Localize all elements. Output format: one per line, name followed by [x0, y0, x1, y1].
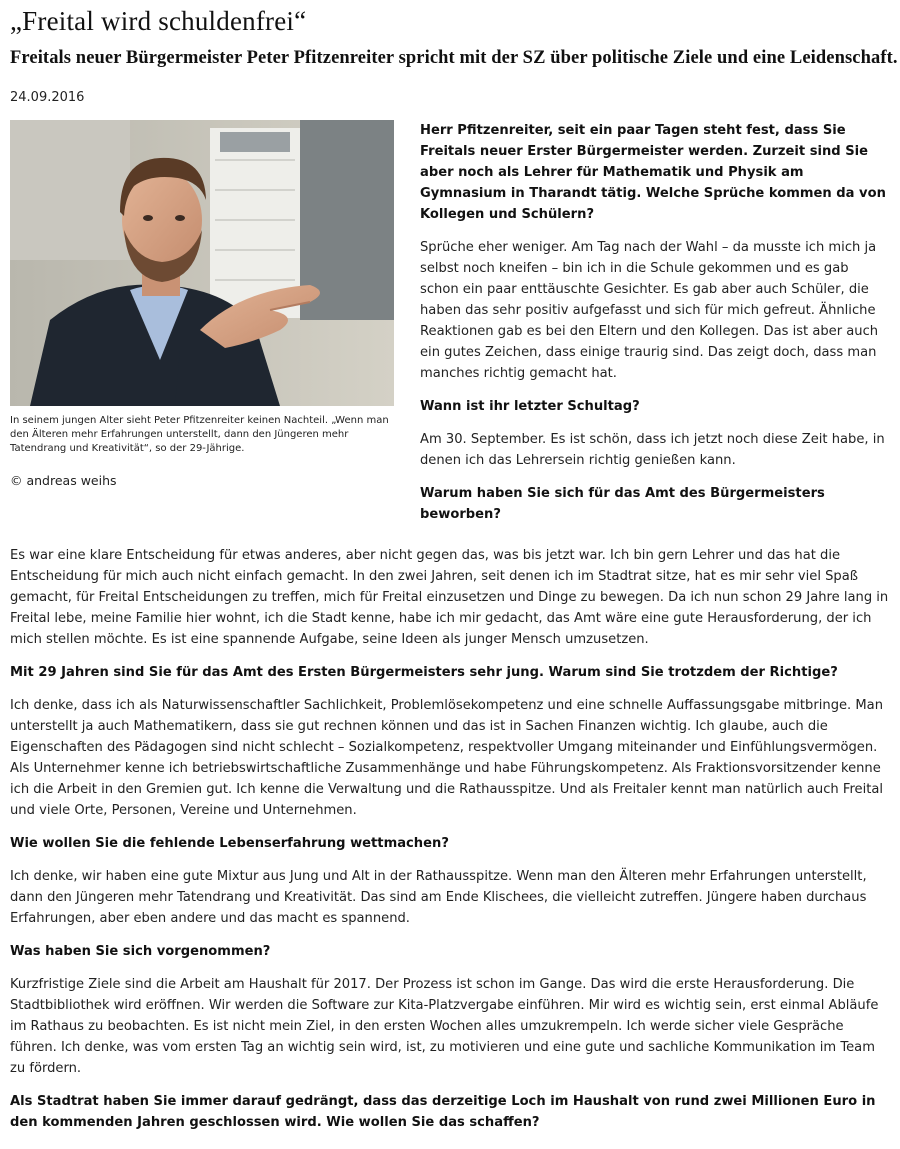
article-date: 24.09.2016 — [10, 90, 85, 105]
interview-question: Herr Pfitzenreiter, seit ein paar Tagen steht fest, dass Sie Freitals neuer Erster Bürgermeister werden. Zurzeit sind Sie aber noch als Lehrer für Mathematik und Physik am Gymnasium in Tharandt tätig. Welche Sprüche kommen da von Kollegen und Schülern? — [420, 123, 886, 222]
interview-question: Als Stadtrat haben Sie immer darauf gedrängt, dass das derzeitige Loch im Haushalt von rund zwei Millionen Euro in den kommenden Jahren geschlossen wird. Wie wollen Sie das schaffen? — [10, 1094, 876, 1130]
interview-answer: Sprüche eher weniger. Am Tag nach der Wahl – da musste ich mich ja selbst noch kneifen – bin ich in die Schule gekommen und es gab schon ein paar enttäuschte Gesichter. Es gab aber auch Schüler, die haben das sehr positiv aufgefasst und sich für mich gefreut. Ähnliche Reaktionen gab es bei den Eltern und den Kollegen. Das ist aber auch ein gutes Zeichen, dass einige traurig sind. Das zeigt doch, dass man manches richtig gemacht hat. — [420, 240, 879, 381]
interview-right-column — [420, 120, 886, 537]
interview-answer: Kurzfristige Ziele sind die Arbeit am Haushalt für 2017. Der Prozess ist schon im Gange. Das wird die erste Herausforderung. Die Stadtbibliothek wird eröffnen. Wir werden die Software zur Kita-Platzvergabe einführen. Mir wird es wichtig sein, erst einmal Abläufe im Rathaus zu beobachten. Es ist nicht mein Ziel, in den ersten Wochen alles umzukrempeln. Ich werde sicher viele Gespräche führen. Ich denke, was vom ersten Tag an wichtig sein wird, ist, zu motivieren und eine gute und sachliche Kommunikation im Team zu fördern. — [10, 977, 879, 1076]
interview-answer: Ich denke, wir haben eine gute Mixtur aus Jung und Alt in der Rathausspitze. Wenn man den Älteren mehr Erfahrungen unterstellt, dann den Jüngeren mehr Tatendrang und Kreativität. Das sind am Ende Klischees, die vielleicht zutreffen. Jüngere haben durchaus Erfahrungen, aber eben andere und das macht es spannend. — [10, 869, 867, 926]
interview-answer: Am 30. September. Es ist schön, dass ich jetzt noch diese Zeit habe, in denen ich das Lehrersein richtig genießen kann. — [420, 432, 885, 468]
article-title: „Freital wird schuldenfrei“ — [10, 6, 307, 36]
photo-caption: In seinem jungen Alter sieht Peter Pfitzenreiter keinen Nachteil. „Wenn man den Älteren mehr Erfahrungen unterstellt, dann den Jüngeren mehr Tatendrang und Kreativität“, so der 29-Jährige. — [10, 415, 389, 454]
article-photo — [10, 120, 394, 406]
interview-question: Mit 29 Jahren sind Sie für das Amt des Ersten Bürgermeisters sehr jung. Warum sind Sie trotzdem der Richtige? — [10, 665, 838, 680]
interview-question: Warum haben Sie sich für das Amt des Bürgermeisters beworben? — [420, 486, 825, 522]
article-subtitle: Freitals neuer Bürgermeister Peter Pfitzenreiter spricht mit der SZ über politische Ziele und eine Leidenschaft. — [10, 48, 898, 68]
photo-credit: © andreas weihs — [10, 473, 117, 488]
interview-question: Wie wollen Sie die fehlende Lebenserfahrung wettmachen? — [10, 836, 449, 851]
interview-full-column — [10, 545, 892, 1145]
interview-question: Wann ist ihr letzter Schultag? — [420, 399, 640, 414]
interview-question: Was haben Sie sich vorgenommen? — [10, 944, 271, 959]
interview-answer: Ich denke, dass ich als Naturwissenschaftler Sachlichkeit, Problemlösekompetenz und eine schnelle Auffassungsgabe mitbringe. Man unterstellt ja auch Mathematikern, dass sie gut rechnen können und das ist in Sachen Finanzen wichtig. Ich glaube, auch die Eigenschaften des Pädagogen sind nicht schlecht – Sozialkompetenz, respektvoller Umgang miteinander und Einfühlungsvermögen. Als Unternehmer kenne ich betriebswirtschaftliche Zusammenhänge und habe Führungskompetenz. Als Fraktionsvorsitzender kenne ich die Arbeit in den Gremien gut. Ich kenne die Verwaltung und die Rathausspitze. Und als Freitaler kennt man natürlich auch Freital und viele Orte, Personen, Vereine und Unternehmen. — [10, 698, 884, 818]
interview-answer: Es war eine klare Entscheidung für etwas anderes, aber nicht gegen das, was bis jetzt war. Ich bin gern Lehrer und das hat die Entscheidung für mich auch nicht einfach gemacht. In den zwei Jahren, seit denen ich im Stadtrat sitze, hat es mir sehr viel Spaß gemacht, für Freital Entscheidungen zu treffen, mich für Freital einzusetzen und Dinge zu bewegen. Da ich nun schon 29 Jahre lang in Freital lebe, meine Familie hier wohnt, ich die Stadt kenne, habe ich mir gedacht, das Amt wäre eine gute Herausforderung, der ich mich stellen möchte. Es ist eine spannende Aufgabe, seine Ideen als junger Mensch umzusetzen. — [10, 548, 889, 647]
